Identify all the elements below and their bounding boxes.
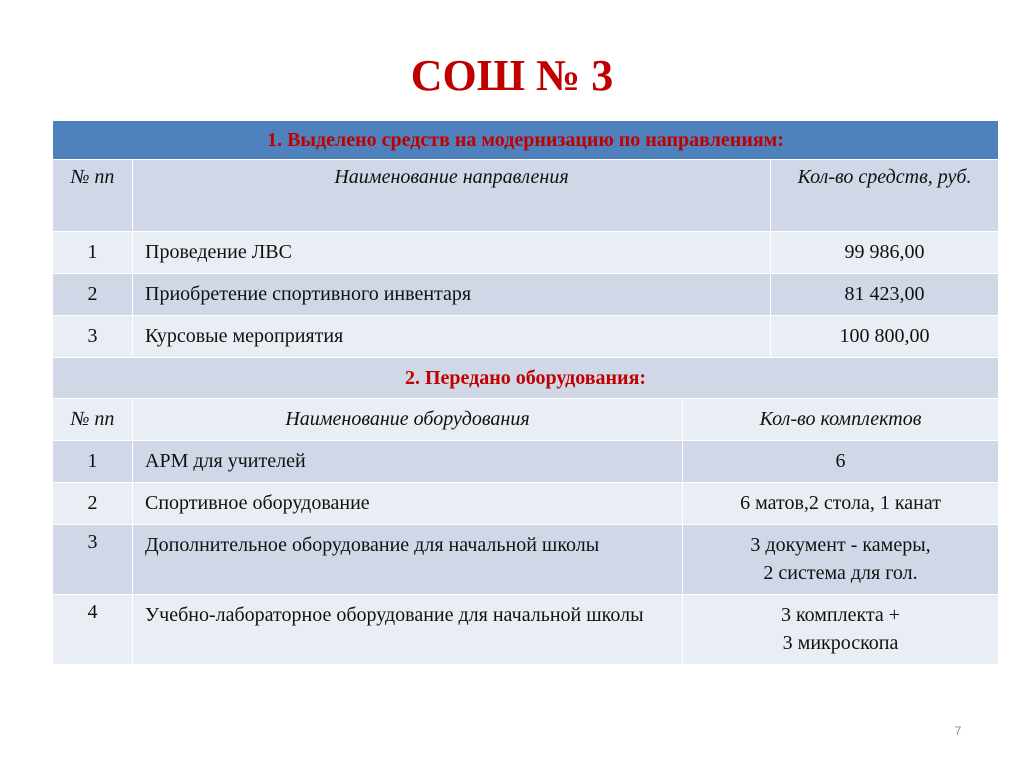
row-num: 3 — [53, 525, 133, 595]
table-row — [53, 316, 999, 358]
row-name: Дополнительное оборудование для начальной школы — [133, 525, 683, 595]
qty-line1: 3 комплекта + — [780, 604, 901, 626]
row-num: 1 — [53, 441, 133, 483]
table-row — [53, 274, 999, 316]
row-amount: 99 986,00 — [771, 232, 999, 274]
row-num: 4 — [53, 595, 133, 665]
col-header-direction: Наименование направления — [133, 160, 771, 232]
page-number: 7 — [954, 724, 962, 738]
row-name: АРМ для учителей — [133, 441, 683, 483]
table-row — [53, 525, 999, 595]
row-name: Проведение ЛВС — [133, 232, 771, 274]
row-num: 1 — [53, 232, 133, 274]
row-name: Спортивное оборудование — [133, 483, 683, 525]
row-num: 2 — [53, 483, 133, 525]
row-qty — [683, 595, 999, 665]
table-row — [53, 483, 999, 525]
table-row — [53, 595, 999, 665]
qty-line1: 3 документ - камеры, — [750, 534, 931, 556]
qty-line2: 2 система для гол. — [763, 562, 918, 584]
col-header-num: № пп — [53, 160, 133, 232]
row-qty: 6 — [683, 441, 999, 483]
table-row — [53, 232, 999, 274]
slide-title: СОШ № 3 — [410, 51, 614, 100]
row-num: 3 — [53, 316, 133, 358]
col-header-kits: Кол-во комплектов — [683, 399, 999, 441]
row-name: Курсовые мероприятия — [133, 316, 771, 358]
funding-equipment-table — [52, 120, 999, 665]
qty-line2: 3 микроскопа — [782, 632, 899, 654]
table-row — [53, 441, 999, 483]
col-header-num: № пп — [53, 399, 133, 441]
row-num: 2 — [53, 274, 133, 316]
col-header-equipment: Наименование оборудования — [133, 399, 683, 441]
row-qty — [683, 525, 999, 595]
row-qty: 6 матов,2 стола, 1 канат — [683, 483, 999, 525]
col-header-amount: Кол-во средств, руб. — [771, 160, 999, 232]
row-amount: 81 423,00 — [771, 274, 999, 316]
row-name: Учебно-лабораторное оборудование для начальной школы — [133, 595, 683, 665]
section2-heading: 2. Передано оборудования: — [53, 358, 999, 399]
row-name: Приобретение спортивного инвентаря — [133, 274, 771, 316]
section1-heading: 1. Выделено средств на модернизацию по направлениям: — [53, 121, 999, 160]
row-amount: 100 800,00 — [771, 316, 999, 358]
